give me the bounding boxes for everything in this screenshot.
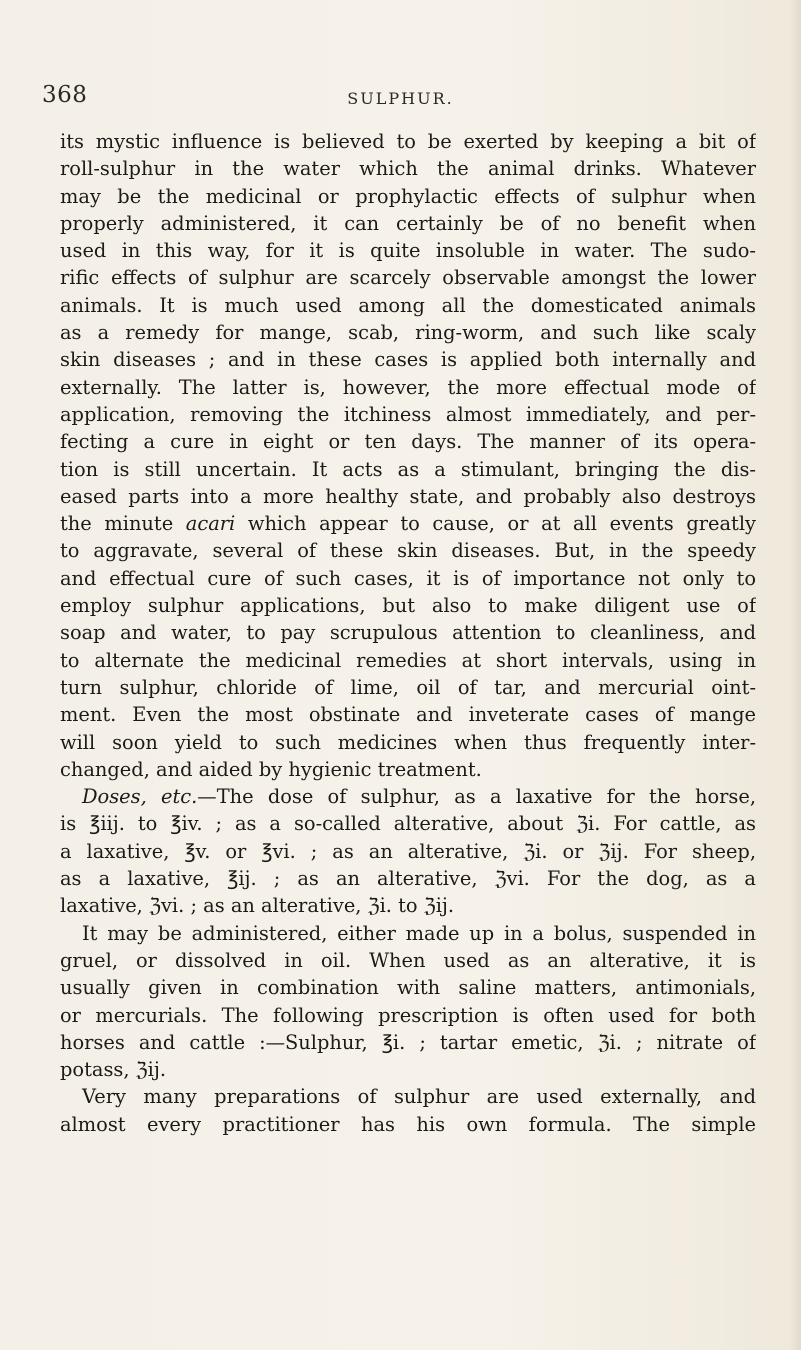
text-line: eased parts into a more healthy state, and probably also destroys [60, 484, 756, 508]
text-line: ment. Even the most obstinate and inveterate cases of mange [60, 703, 756, 727]
text-line: Very many preparations of sulphur are used externally, and [82, 1085, 756, 1109]
paragraph-administration [60, 920, 756, 1084]
text-line: may be the medicinal or prophylactic effects of sulphur when [60, 184, 756, 208]
text-line: almost every practitioner has his own formula. The simple [60, 1112, 756, 1136]
text-line: rific effects of sulphur are scarcely observable amongst the lower [60, 266, 756, 290]
text-line: as a laxative, ℥ij. ; as an alterative, ℨvi. For the dog, as a [60, 867, 756, 891]
text-line: tion is still uncertain. It acts as a stimulant, bringing the dis- [60, 457, 756, 481]
paragraph-1 [60, 128, 756, 783]
text-line: horses and cattle :—Sulphur, ℥i. ; tartar emetic, ℨi. ; nitrate of [60, 1030, 756, 1054]
paragraph-preparations [60, 1083, 756, 1138]
page-number: 368 [42, 82, 88, 108]
text-line: properly administered, it can certainly be of no benefit when [60, 211, 756, 235]
text-line: skin diseases ; and in these cases is applied both internally and [60, 348, 756, 372]
text-line: its mystic influence is believed to be exerted by keeping a bit of [60, 130, 756, 153]
doses-first-line [60, 783, 756, 810]
paragraph-doses [60, 783, 756, 919]
text-line: turn sulphur, chloride of lime, oil of tar, and mercurial oint- [60, 675, 756, 699]
text-line: It may be administered, either made up in a bolus, suspended in [82, 921, 756, 945]
text-line: potass, ℨij. [60, 1058, 166, 1082]
body-text [60, 128, 756, 1138]
line-segment: the minute [60, 512, 186, 536]
text-line: a laxative, ℥v. or ℥vi. ; as an alterative, ℨi. or ℨij. For sheep, [60, 839, 756, 863]
text-line: usually given in combination with saline matters, antimonials, [60, 976, 756, 1000]
text-line-with-italic [60, 510, 756, 537]
text-line: roll-sulphur in the water which the animal drinks. Whatever [60, 157, 756, 181]
text-line: gruel, or dissolved in oil. When used as an alterative, it is [60, 948, 756, 972]
running-head: SULPHUR. [347, 89, 454, 108]
text-line: and effectual cure of such cases, it is of importance not only to [60, 566, 756, 590]
text-line: fecting a cure in eight or ten days. The manner of its opera- [60, 430, 756, 454]
text-line: animals. It is much used among all the domesticated animals [60, 293, 756, 317]
page-edge-shadow [789, 0, 801, 1350]
text-line: to alternate the medicinal remedies at short intervals, using in [60, 648, 756, 672]
italic-term-acari: acari [185, 512, 236, 536]
text-line: laxative, ℨvi. ; as an alterative, ℨi. to ℨij. [60, 894, 455, 918]
text-line: changed, and aided by hygienic treatment. [60, 757, 482, 781]
text-line: used in this way, for it is quite insoluble in water. The sudo- [60, 239, 756, 263]
text-line: soap and water, to pay scrupulous attention to cleanliness, and [60, 621, 756, 645]
doses-heading: Doses, etc. [82, 785, 198, 809]
text-line: employ sulphur applications, but also to make diligent use of [60, 594, 756, 618]
page-header [40, 82, 760, 122]
text-line: application, removing the itchiness almost immediately, and per- [60, 402, 756, 426]
text-line: or mercurials. The following prescription is often used for both [60, 1003, 756, 1027]
text-line: externally. The latter is, however, the more effectual mode of [60, 375, 756, 399]
text-line: to aggravate, several of these skin diseases. But, in the speedy [60, 539, 756, 563]
line-segment: —The dose of sulphur, as a laxative for the horse, [197, 785, 756, 809]
text-line: is ℥iij. to ℥iv. ; as a so-called alterative, about ℨi. For cattle, as [60, 812, 756, 836]
line-segment: which appear to cause, or at all events greatly [235, 512, 756, 536]
text-line: will soon yield to such medicines when thus frequently inter- [60, 730, 756, 754]
text-line: as a remedy for mange, scab, ring-worm, and such like scaly [60, 321, 756, 345]
